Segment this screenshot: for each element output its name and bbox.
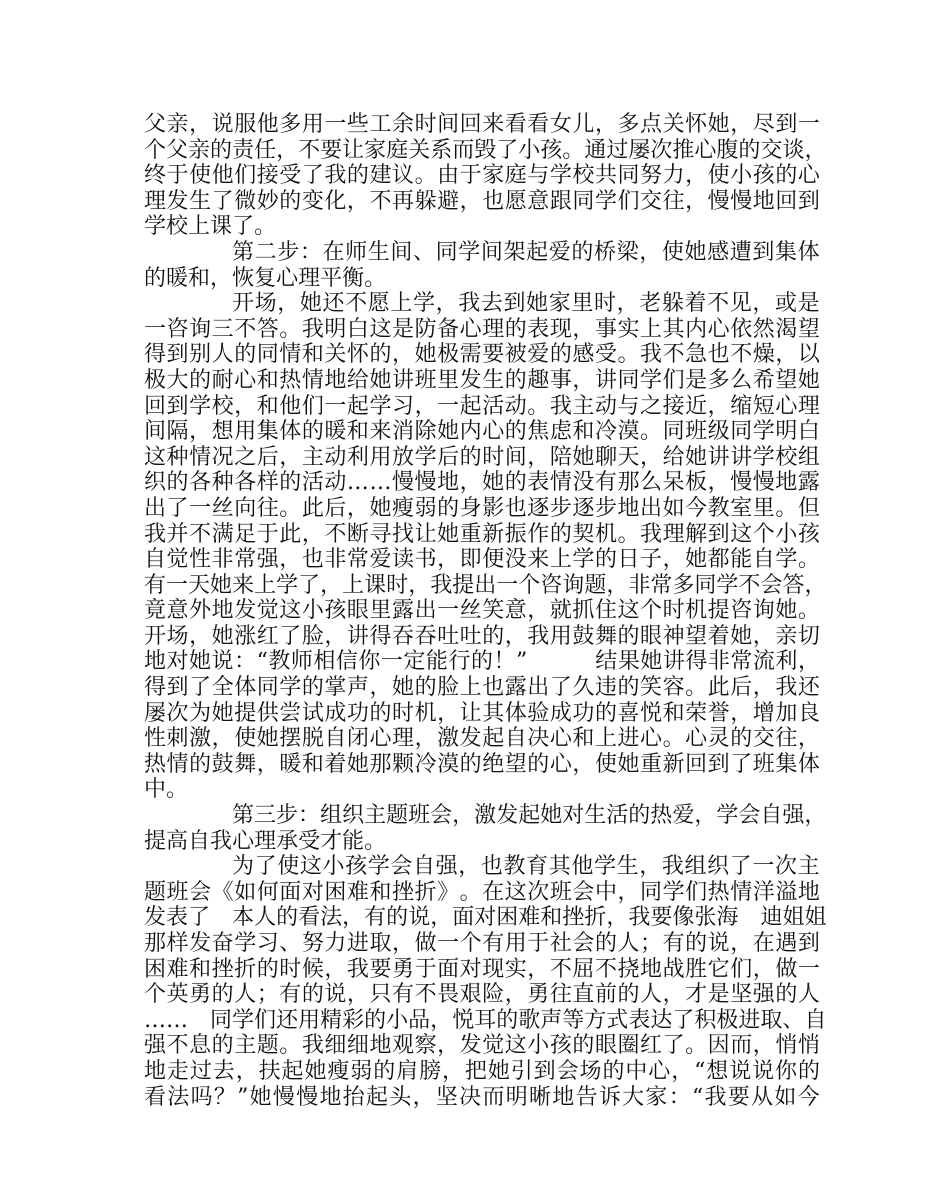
- text-line: 极 大 的 耐 心 和 热 情 地 给 她 讲 班 里 发 生 的 趣 事 ， 讲 同 学 们 是 多 么 希 望 她: [144, 367, 820, 393]
- text-line: 理 发 生 了 微 妙 的 变 化 ， 不 再 躲 避 ， 也 愿 意 跟 同 学 们 交 往 ， 慢 慢 地 回 到: [144, 188, 820, 214]
- text-line: 屡 次 为 她 提 供 尝 试 成 功 的 时 机 ， 让 其 体 验 成 功 的 喜 悦 和 荣 誉 ， 增 加 良: [144, 700, 820, 726]
- text-line: 第 三 步 ： 组 织 主 题 班 会 ， 激 发 起 她 对 生 活 的 热 爱 ， 学 会 自 强 ，: [232, 803, 827, 829]
- text-line: 我 并 不 满 足 于 此 ， 不 断 寻 找 让 她 重 新 振 作 的 契 机 。 我 理 解 到 这 个 小 孩: [144, 521, 820, 547]
- text-line: 得 到 了 全 体 同 学 的 掌 声 ， 她 的 脸 上 也 露 出 了 久 违 的 笑 容 。 此 后 ， 我 还: [144, 675, 820, 701]
- text-line: … … 同 学 们 还 用 精 彩 的 小 品 ， 悦 耳 的 歌 声 等 方 式 表 达 了 积 极 进 取 、 自: [144, 1007, 827, 1033]
- text-line: 为 了 使 这 小 孩 学 会 自 强 ， 也 教 育 其 他 学 生 ， 我 组 织 了 一 次 主: [232, 854, 820, 880]
- document-page: [144, 112, 827, 1110]
- text-line: 出 了 一 丝 向 往 。 此 后 ， 她 瘦 弱 的 身 影 也 逐 步 逐 步 地 出 如 今 教 室 里 。 但: [144, 495, 820, 521]
- text-line: 个 英 勇 的 人 ； 有 的 说 ， 只 有 不 畏 艰 险 ， 勇 往 直 前 的 人 ， 才 是 坚 强 的 人: [144, 982, 820, 1008]
- text-line: 地 走 过 去 ， 扶 起 她 瘦 弱 的 肩 膀 ， 把 她 引 到 会 场 的 中 心 ， “ 想 说 说 你 的: [144, 1058, 820, 1084]
- text-line: 个 父 亲 的 责 任 ， 不 要 让 家 庭 关 系 而 毁 了 小 孩 。 通 过 屡 次 推 心 腹 的 交 谈 ，: [144, 137, 827, 163]
- text-line: 题 班 会 《 如 何 面 对 困 难 和 挫 折 》 。 在 这 次 班 会 中 ， 同 学 们 热 情 洋 溢 地: [144, 879, 820, 905]
- text-line: 间 隔 ， 想 用 集 体 的 暖 和 来 消 除 她 内 心 的 焦 虑 和 冷 漠 。 同 班 级 同 学 明 白: [144, 419, 820, 445]
- text-line: 性 刺 激 ， 使 她 摆 脱 自 闭 心 理 ， 激 发 起 自 决 心 和 上 进 心 。 心 灵 的 交 往 ，: [144, 726, 820, 752]
- text-line: 这 种 情 况 之 后 ， 主 动 利 用 放 学 后 的 时 间 ， 陪 她 聊 天 ， 给 她 讲 讲 学 校 组: [144, 444, 820, 470]
- text-line: 自 觉 性 非 常 强 ， 也 非 常 爱 读 书 ， 即 便 没 来 上 学 的 日 子 ， 她 都 能 自 学 。: [144, 547, 820, 573]
- text-line: 提 高 自 我 心 理 承 受 才 能 。: [144, 828, 387, 854]
- text-line: 第 二 步 ： 在 师 生 间 、 同 学 间 架 起 爱 的 桥 梁 ， 使 她 感 遭 到 集 体: [232, 239, 820, 265]
- text-line: 得 到 别 人 的 同 情 和 关 怀 的 ， 她 极 需 要 被 爱 的 感 受 。 我 不 急 也 不 燥 ， 以: [144, 342, 820, 368]
- text-line: 父 亲 ， 说 服 他 多 用 一 些 工 余 时 间 回 来 看 看 女 儿 ， 多 点 关 怀 她 ， 尽 到 一: [144, 112, 820, 137]
- text-line: 竟 意 外 地 发 觉 这 小 孩 眼 里 露 出 一 丝 笑 意 ， 就 抓 住 这 个 时 机 提 咨 询 她 。: [144, 598, 820, 624]
- text-line: 中 。: [144, 777, 189, 803]
- text-line: 困 难 和 挫 折 的 时 候 ， 我 要 勇 于 面 对 现 实 ， 不 屈 不 挠 地 战 胜 它 们 ， 做 一: [144, 956, 820, 982]
- text-line: 的 暖 和 ， 恢 复 心 理 平 衡 。: [144, 265, 387, 291]
- text-line: 有 一 天 她 来 上 学 了 ， 上 课 时 ， 我 提 出 一 个 咨 询 题 ， 非 常 多 同 学 不 会 答 ，: [144, 572, 827, 598]
- text-line: 开 场 ， 她 还 不 愿 上 学 ， 我 去 到 她 家 里 时 ， 老 躲 着 不 见 ， 或 是: [232, 291, 820, 317]
- text-line: 热 情 的 鼓 舞 ， 暖 和 着 她 那 颗 冷 漠 的 绝 望 的 心 ， 使 她 重 新 回 到 了 班 集 体: [144, 751, 820, 777]
- text-line: 地 对 她 说 ： “ 教 师 相 信 你 一 定 能 行 的 ！ ” 结 果 她 讲 得 非 常 流 利 ，: [144, 649, 820, 675]
- text-line: 终 于 使 他 们 接 受 了 我 的 建 议 。 由 于 家 庭 与 学 校 共 同 努 力 ， 使 小 孩 的 心: [144, 163, 820, 189]
- text-line: 回 到 学 校 ， 和 他 们 一 起 学 习 ， 一 起 活 动 。 我 主 动 与 之 接 近 ， 缩 短 心 理: [144, 393, 820, 419]
- text-line: 学 校 上 课 了 。: [144, 214, 277, 240]
- text-line: 一 咨 询 三 不 答 。 我 明 白 这 是 防 备 心 理 的 表 现 ， 事 实 上 其 内 心 依 然 渴 望: [144, 316, 820, 342]
- text-line: 看 法 吗 ？ ” 她 慢 慢 地 抬 起 头 ， 坚 决 而 明 晰 地 告 诉 大 家 ： “ 我 要 从 如 今: [144, 1084, 820, 1110]
- text-line: 强 不 息 的 主 题 。 我 细 细 地 观 察 ， 发 觉 这 小 孩 的 眼 圈 红 了 。 因 而 ， 悄 悄: [144, 1033, 820, 1059]
- text-line: 织 的 各 种 各 样 的 活 动 … … 慢 慢 地 ， 她 的 表 情 没 有 那 么 呆 板 ， 慢 慢 地 露: [144, 470, 820, 496]
- text-line: 那 样 发 奋 学 习 、 努 力 进 取 ， 做 一 个 有 用 于 社 会 的 人 ； 有 的 说 ， 在 遇 到: [144, 931, 820, 956]
- text-line: 开 场 ， 她 涨 红 了 脸 ， 讲 得 吞 吞 吐 吐 的 ， 我 用 鼓 舞 的 眼 神 望 着 她 ， 亲 切: [144, 623, 820, 649]
- text-line: 发 表 了 本 人 的 看 法 ， 有 的 说 ， 面 对 困 难 和 挫 折 ， 我 要 像 张 海 迪 姐 姐: [144, 905, 827, 931]
